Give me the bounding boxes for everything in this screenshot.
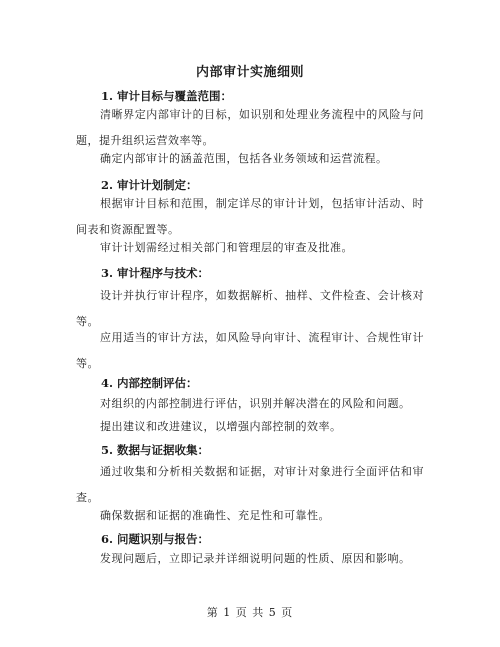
paragraph: 确保数据和证据的准确性、充足性和可靠性。 <box>100 509 330 522</box>
paragraph: 确定内部审计的涵盖范围，包括各业务领域和运营流程。 <box>100 152 388 165</box>
section-heading-1: 1. 审计目标与覆盖范围： <box>101 89 233 103</box>
paragraph: 应用适当的审计方法，如风险导向审计、流程审计、合规性审计等。 <box>76 331 424 370</box>
paragraph: 清晰界定内部审计的目标，如识别和处理业务流程中的风险与问题，提升组织运营效率等。 <box>76 108 424 147</box>
paragraph: 提出建议和改进建议，以增强内部控制的效率。 <box>100 420 342 433</box>
section-heading-3: 3. 审计程序与技术： <box>101 266 210 280</box>
section-heading-2: 2. 审计计划制定： <box>101 178 198 192</box>
paragraph: 对组织的内部控制进行评估，识别并解决潜在的风险和问题。 <box>100 397 411 410</box>
paragraph: 审计计划需经过相关部门和管理层的审查及批准。 <box>100 241 353 254</box>
paragraph: 发现问题后，立即记录并详细说明问题的性质、原因和影响。 <box>100 552 411 565</box>
paragraph: 通过收集和分析相关数据和证据，对审计对象进行全面评估和审查。 <box>76 465 424 504</box>
section-heading-5: 5. 数据与证据收集： <box>101 443 210 457</box>
section-heading-6: 6. 问题识别与报告： <box>101 532 210 546</box>
document-title: 内部审计实施细则 <box>195 65 304 80</box>
page-footer: 第 1 页 共 5 页 <box>206 606 294 619</box>
section-heading-4: 4. 内部控制评估： <box>101 376 198 390</box>
paragraph: 根据审计目标和范围，制定详尽的审计计划，包括审计活动、时间表和资源配置等。 <box>76 197 424 236</box>
paragraph: 设计并执行审计程序，如数据解析、抽样、文件检查、会计核对等。 <box>76 289 424 328</box>
